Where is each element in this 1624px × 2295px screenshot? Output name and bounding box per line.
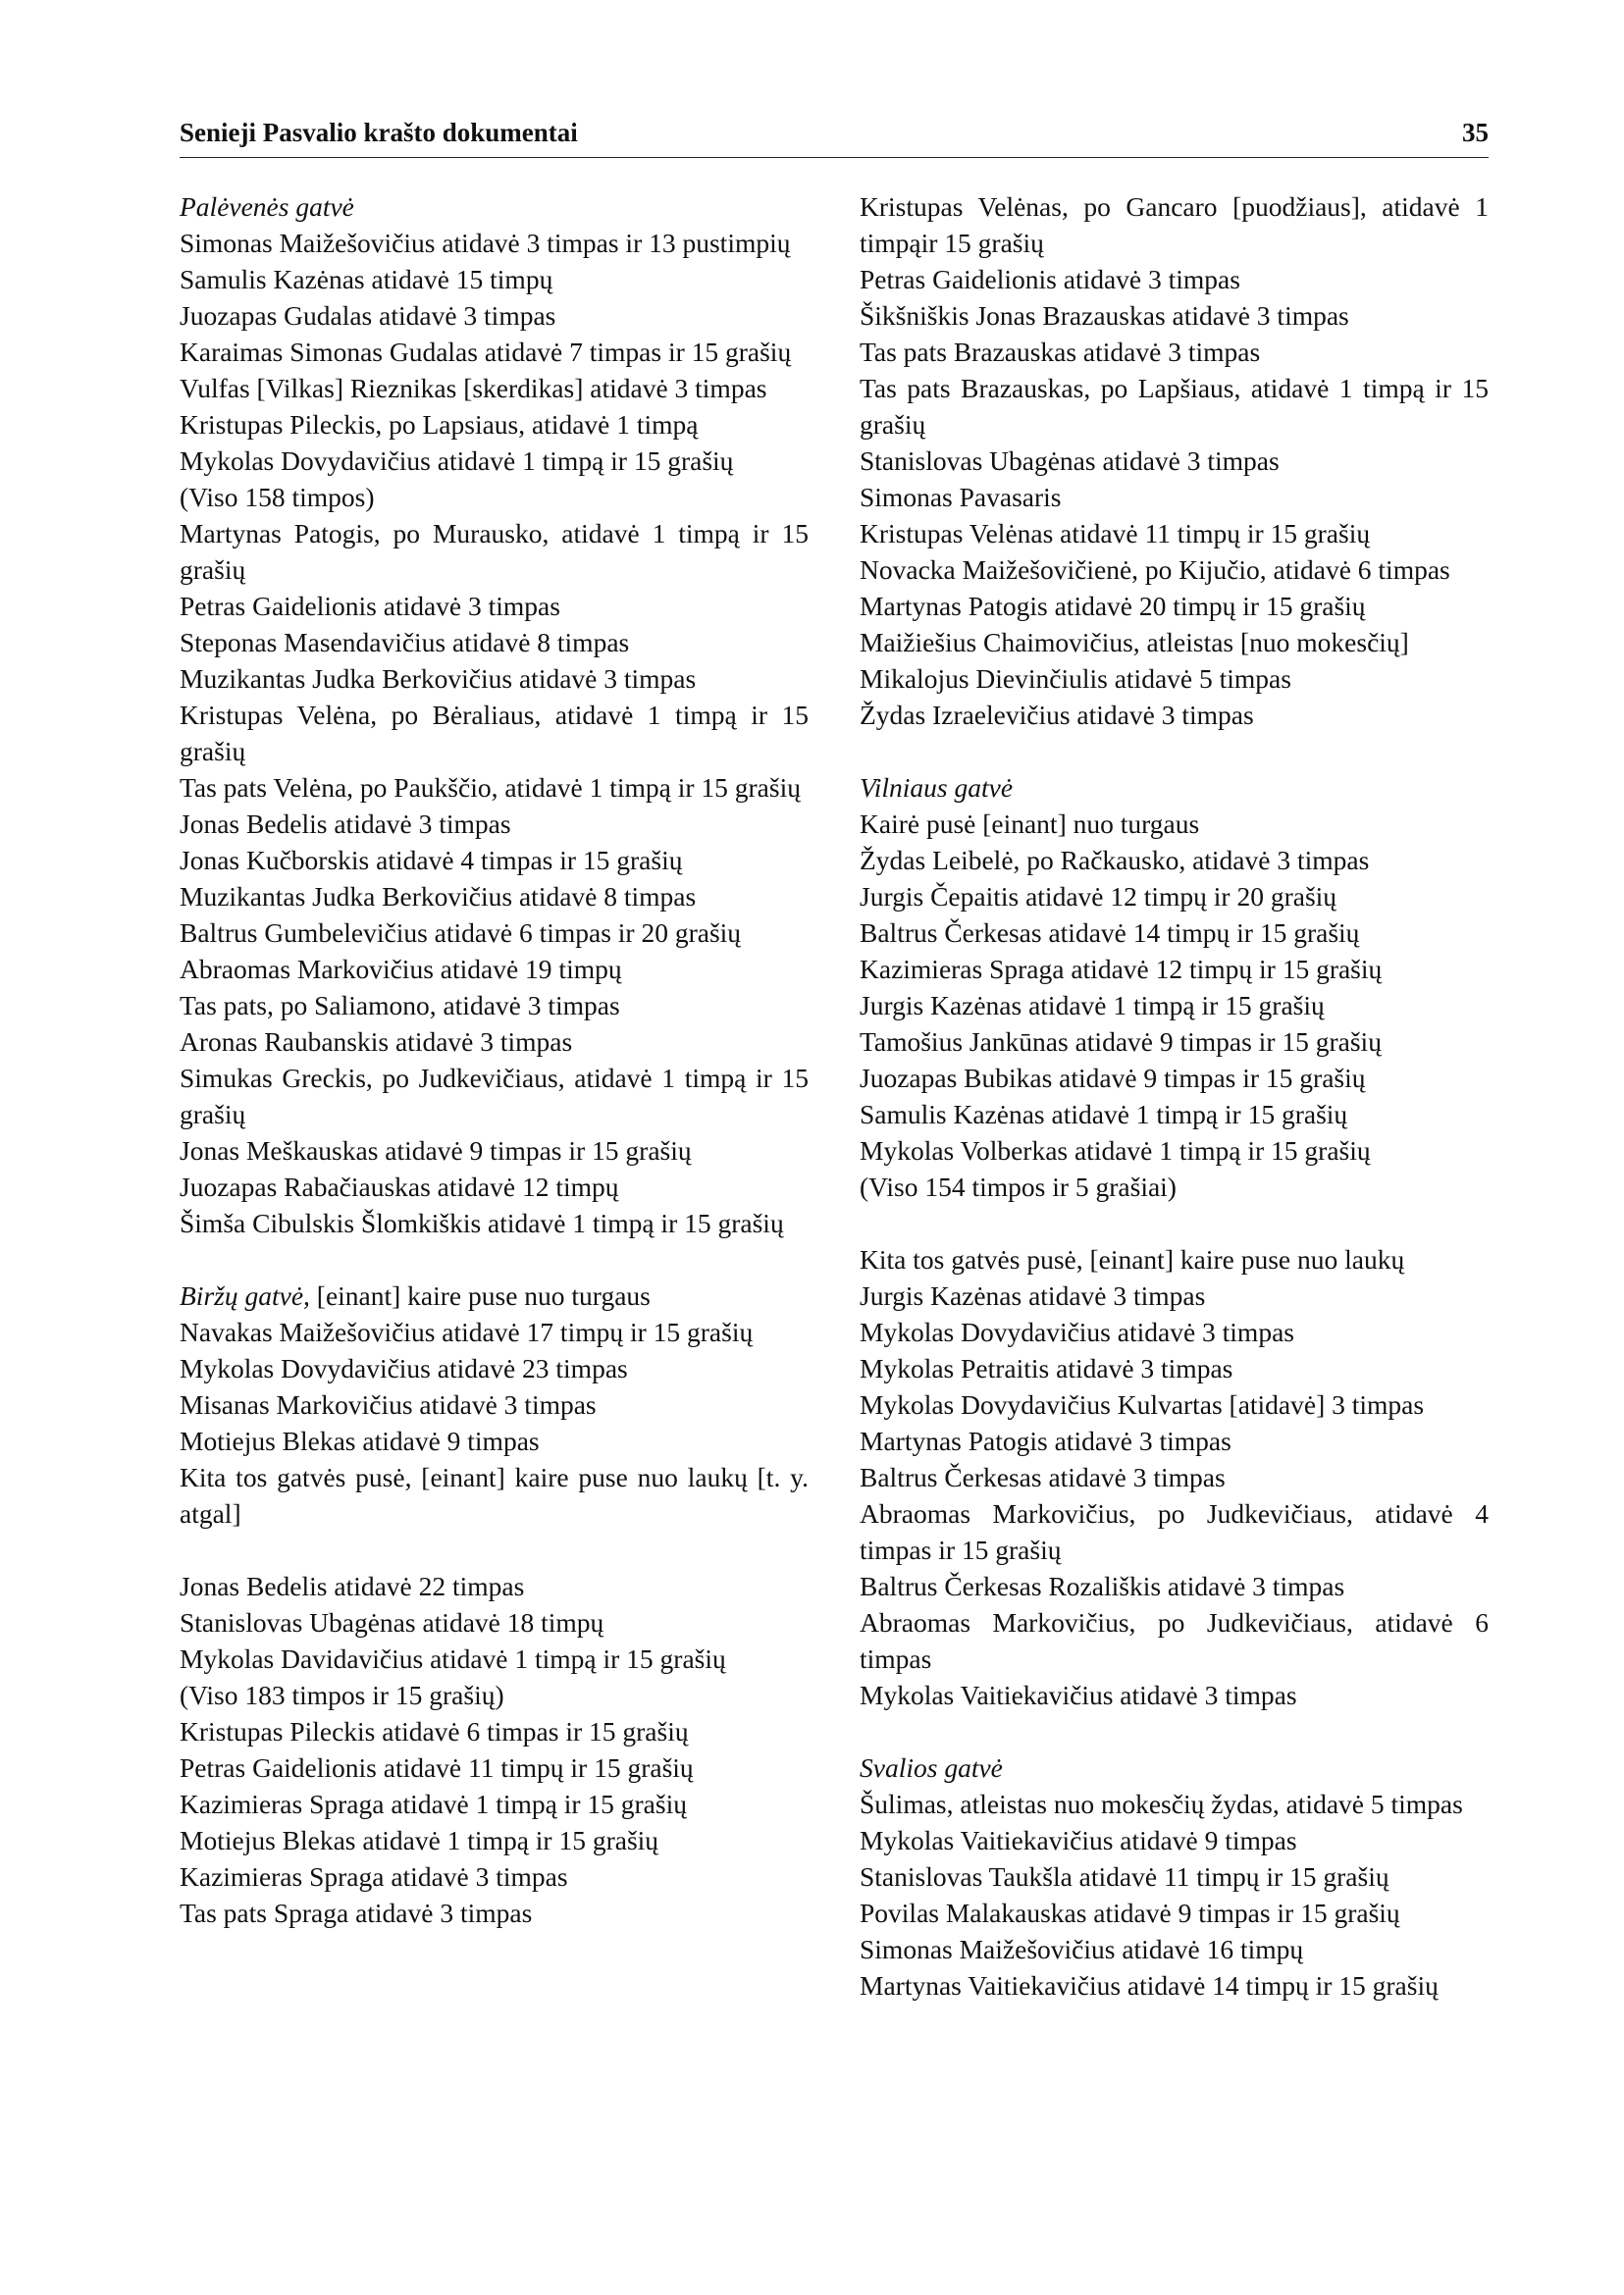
tax-entry: Tas pats Brazauskas, po Lapšiaus, atidavė 1 timpą ir 15 grašių: [860, 373, 1489, 440]
street-section: [860, 1749, 1489, 2004]
street-section: [180, 1568, 809, 1931]
tax-entry: Kristupas Velėnas, po Gancaro [puodžiaus], atidavė 1 timpąir 15 grašių: [860, 191, 1489, 258]
tax-entry: Baltrus Čerkesas Rozališkis atidavė 3 timpas: [860, 1571, 1345, 1601]
tax-entry: Tas pats Velėna, po Paukščio, atidavė 1 timpą ir 15 grašių: [180, 772, 801, 803]
street-section: [860, 1241, 1489, 1713]
running-header: [180, 114, 1489, 158]
tax-entry: Motiejus Blekas atidavė 9 timpas: [180, 1426, 540, 1456]
tax-entry: Martynas Vaitiekavičius atidavė 14 timpų ir 15 grašių: [860, 1970, 1439, 2001]
tax-entry: (Viso 158 timpos): [180, 482, 375, 512]
tax-entry: Samulis Kazėnas atidavė 1 timpą ir 15 grašių: [860, 1099, 1348, 1129]
page-number: 35: [1462, 118, 1489, 147]
tax-entry: Aronas Raubanskis atidavė 3 timpas: [180, 1026, 573, 1057]
tax-entry: Muzikantas Judka Berkovičius atidavė 8 timpas: [180, 881, 697, 912]
street-section: [860, 188, 1489, 733]
tax-entry: Baltrus Čerkesas atidavė 14 timpų ir 15 grašių: [860, 917, 1360, 948]
tax-entry: Muzikantas Judka Berkovičius atidavė 3 timpas: [180, 663, 697, 694]
tax-entry: Šikšniškis Jonas Brazauskas atidavė 3 timpas: [860, 300, 1349, 331]
street-name: Palėvenės gatvė: [180, 191, 354, 222]
tax-entry: Abraomas Markovičius atidavė 19 timpų: [180, 954, 622, 984]
tax-entry: Vulfas [Vilkas] Rieznikas [skerdikas] atidavė 3 timpas: [180, 373, 767, 403]
tax-entry: Navakas Maižešovičius atidavė 17 timpų ir 15 grašių: [180, 1317, 754, 1347]
tax-entry: Mykolas Davidavičius atidavė 1 timpą ir 15 grašių: [180, 1643, 726, 1674]
tax-entry: Mykolas Dovydavičius atidavė 1 timpą ir 15 grašių: [180, 445, 734, 476]
tax-entry: Šulimas, atleistas nuo mokesčių žydas, atidavė 5 timpas: [860, 1789, 1463, 1819]
tax-entry: Martynas Patogis atidavė 20 timpų ir 15 grašių: [860, 591, 1366, 621]
running-title: Senieji Pasvalio krašto dokumentai: [180, 118, 578, 147]
street-name: Biržų gatvė,: [180, 1280, 310, 1311]
street-heading: [180, 188, 809, 225]
tax-entry: Jonas Meškauskas atidavė 9 timpas ir 15 grašių: [180, 1135, 692, 1166]
tax-entry: Kristupas Velėna, po Bėraliaus, atidavė 1 timpą ir 15 grašių: [180, 700, 809, 766]
tax-entry: Kazimieras Spraga atidavė 1 timpą ir 15 grašių: [180, 1789, 687, 1819]
tax-entry: Misanas Markovičius atidavė 3 timpas: [180, 1389, 597, 1420]
tax-entry: Mykolas Volberkas atidavė 1 timpą ir 15 grašių: [860, 1135, 1371, 1166]
right-column: [860, 188, 1489, 2004]
street-section: [180, 188, 809, 1241]
tax-entry: Jonas Bedelis atidavė 3 timpas: [180, 808, 511, 839]
tax-entry: Jurgis Čepaitis atidavė 12 timpų ir 20 grašių: [860, 881, 1337, 912]
tax-entry: Povilas Malakauskas atidavė 9 timpas ir 15 grašių: [860, 1898, 1400, 1928]
street-heading: [860, 769, 1489, 806]
tax-entry: Žydas Izraelevičius atidavė 3 timpas: [860, 700, 1254, 730]
tax-entry: Simonas Maižešovičius atidavė 3 timpas ir 13 pustimpių: [180, 228, 791, 258]
tax-entry: Mykolas Vaitiekavičius atidavė 3 timpas: [860, 1680, 1297, 1710]
tax-entry: (Viso 154 timpos ir 5 grašiai): [860, 1172, 1177, 1202]
street-heading: [180, 1278, 809, 1314]
tax-entry: Simonas Maižešovičius atidavė 16 timpų: [860, 1934, 1304, 1964]
tax-entry: Simukas Greckis, po Judkevičiaus, atidavė 1 timpą ir 15 grašių: [180, 1063, 809, 1129]
tax-entry: Mykolas Dovydavičius atidavė 3 timpas: [860, 1317, 1294, 1347]
tax-entry: Juozapas Bubikas atidavė 9 timpas ir 15 grašių: [860, 1063, 1366, 1093]
left-column: [180, 188, 809, 1931]
tax-entry: Tamošius Jankūnas atidavė 9 timpas ir 15 grašių: [860, 1026, 1382, 1057]
tax-entry: Kazimieras Spraga atidavė 3 timpas: [180, 1861, 568, 1892]
tax-entry: Kita tos gatvės pusė, [einant] kaire puse nuo laukų: [860, 1244, 1405, 1275]
tax-entry: Petras Gaidelionis atidavė 3 timpas: [860, 264, 1240, 294]
tax-entry: Jonas Kučborskis atidavė 4 timpas ir 15 grašių: [180, 845, 683, 875]
tax-entry: Stanislovas Ubagėnas atidavė 18 timpų: [180, 1607, 604, 1638]
tax-entry: Juozapas Rabačiauskas atidavė 12 timpų: [180, 1172, 619, 1202]
tax-entry: Simonas Pavasaris: [860, 482, 1062, 512]
tax-entry: Novacka Maižešovičienė, po Kijučio, atidavė 6 timpas: [860, 554, 1450, 585]
tax-entry: Petras Gaidelionis atidavė 3 timpas: [180, 591, 560, 621]
street-heading: [860, 1749, 1489, 1786]
tax-entry: Juozapas Gudalas atidavė 3 timpas: [180, 300, 556, 331]
tax-entry: Jurgis Kazėnas atidavė 3 timpas: [860, 1280, 1206, 1311]
tax-entry: Tas pats Spraga atidavė 3 timpas: [180, 1898, 533, 1928]
tax-entry: Kairė pusė [einant] nuo turgaus: [860, 808, 1200, 839]
tax-entry: Baltrus Gumbelevičius atidavė 6 timpas ir 20 grašių: [180, 917, 742, 948]
tax-entry: Mykolas Dovydavičius atidavė 23 timpas: [180, 1353, 628, 1383]
tax-entry: Mykolas Vaitiekavičius atidavė 9 timpas: [860, 1825, 1297, 1855]
tax-entry: Kita tos gatvės pusė, [einant] kaire puse nuo laukų [t. y. atgal]: [180, 1462, 809, 1529]
tax-entry: Kristupas Pileckis atidavė 6 timpas ir 15 grašių: [180, 1716, 689, 1747]
tax-entry: Tas pats, po Saliamono, atidavė 3 timpas: [180, 990, 620, 1020]
street-name: Svalios gatvė: [860, 1752, 1003, 1783]
tax-entry: Kristupas Pileckis, po Lapsiaus, atidavė 1 timpą: [180, 409, 699, 440]
tax-entry: Motiejus Blekas atidavė 1 timpą ir 15 grašių: [180, 1825, 659, 1855]
tax-entry: Jurgis Kazėnas atidavė 1 timpą ir 15 grašių: [860, 990, 1325, 1020]
tax-entry: Petras Gaidelionis atidavė 11 timpų ir 15 grašių: [180, 1752, 694, 1783]
street-section: [180, 1278, 809, 1532]
tax-entry: Žydas Leibelė, po Račkausko, atidavė 3 timpas: [860, 845, 1370, 875]
tax-entry: Steponas Masendavičius atidavė 8 timpas: [180, 627, 630, 657]
street-name: Vilniaus gatvė: [860, 772, 1014, 803]
street-section: [860, 769, 1489, 1205]
tax-entry: Maižiešius Chaimovičius, atleistas [nuo mokesčių]: [860, 627, 1409, 657]
tax-entry: Jonas Bedelis atidavė 22 timpas: [180, 1571, 525, 1601]
tax-entry: Tas pats Brazauskas atidavė 3 timpas: [860, 337, 1261, 367]
tax-entry: Šimša Cibulskis Šlomkiškis atidavė 1 timpą ir 15 grašių: [180, 1208, 784, 1238]
tax-entry: Mikalojus Dievinčiulis atidavė 5 timpas: [860, 663, 1291, 694]
tax-entry: Mykolas Dovydavičius Kulvartas [atidavė] 3 timpas: [860, 1389, 1425, 1420]
tax-entry: Stanislovas Taukšla atidavė 11 timpų ir 15 grašių: [860, 1861, 1389, 1892]
heading-note: [einant] kaire puse nuo turgaus: [309, 1280, 651, 1311]
tax-entry: Martynas Patogis atidavė 3 timpas: [860, 1426, 1231, 1456]
tax-entry: Kristupas Velėnas atidavė 11 timpų ir 15 grašių: [860, 518, 1371, 548]
tax-entry: Martynas Patogis, po Murausko, atidavė 1 timpą ir 15 grašių: [180, 518, 809, 585]
tax-entry: Samulis Kazėnas atidavė 15 timpų: [180, 264, 553, 294]
tax-entry: Stanislovas Ubagėnas atidavė 3 timpas: [860, 445, 1280, 476]
tax-entry: Kazimieras Spraga atidavė 12 timpų ir 15 grašių: [860, 954, 1383, 984]
tax-entry: Baltrus Čerkesas atidavė 3 timpas: [860, 1462, 1226, 1492]
tax-entry: Abraomas Markovičius, po Judkevičiaus, atidavė 4 timpas ir 15 grašių: [860, 1498, 1489, 1565]
tax-entry: Abraomas Markovičius, po Judkevičiaus, atidavė 6 timpas: [860, 1607, 1489, 1674]
tax-entry: Mykolas Petraitis atidavė 3 timpas: [860, 1353, 1233, 1383]
tax-entry: (Viso 183 timpos ir 15 grašių): [180, 1680, 504, 1710]
tax-entry: Karaimas Simonas Gudalas atidavė 7 timpas ir 15 grašių: [180, 337, 792, 367]
